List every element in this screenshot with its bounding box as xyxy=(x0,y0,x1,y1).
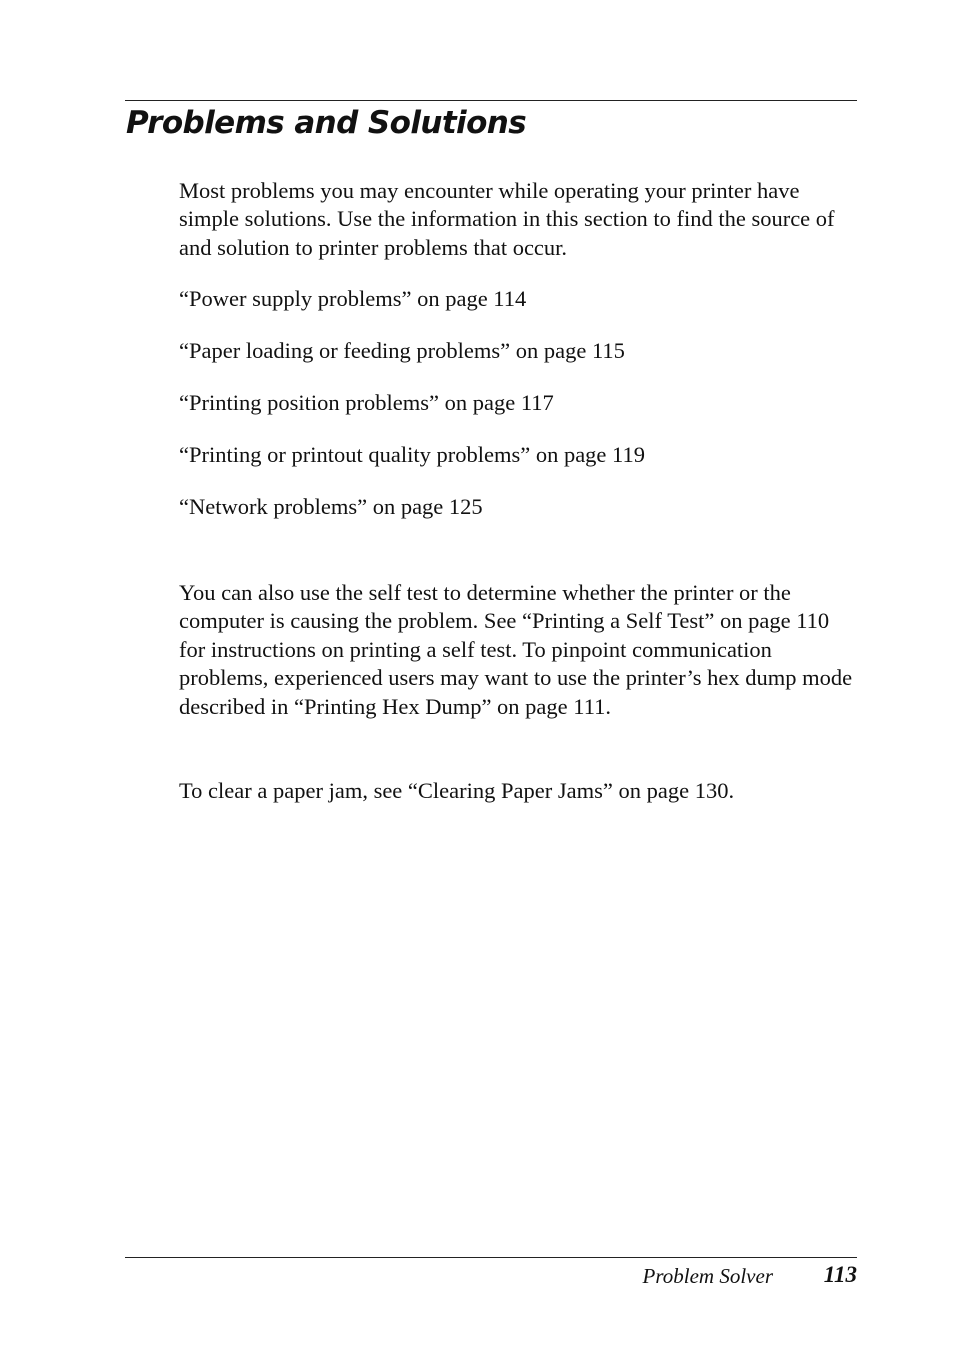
cross-reference-printing-position: “Printing position problems” on page 117 xyxy=(179,390,554,415)
cross-reference-network: “Network problems” on page 125 xyxy=(179,494,483,519)
cross-reference-power-supply: “Power supply problems” on page 114 xyxy=(179,286,527,311)
intro-paragraph: Most problems you may encounter while operating your printer have simple solutions. Use the information in this section to find the source of and solution to printer problems that occur. xyxy=(179,178,835,260)
paper-jam-paragraph: To clear a paper jam, see “Clearing Paper Jams” on page 130. xyxy=(179,778,735,803)
footer-rule xyxy=(125,1257,857,1258)
section-title: Problems and Solutions xyxy=(126,105,527,141)
footer-page-number: 113 xyxy=(823,1262,857,1287)
cross-reference-paper-loading: “Paper loading or feeding problems” on page 115 xyxy=(179,338,625,363)
footer-section-name: Problem Solver xyxy=(642,1264,773,1288)
cross-reference-print-quality: “Printing or printout quality problems” on page 119 xyxy=(179,442,645,467)
self-test-paragraph: You can also use the self test to determine whether the printer or the computer is causing the problem. See “Printing a Self Test” on page 110 for instructions on printing a self test. To pinpoint communication problems, experienced users may want to use the printer’s hex dump mode described in “Printing Hex Dump” on page 111. xyxy=(179,580,853,719)
